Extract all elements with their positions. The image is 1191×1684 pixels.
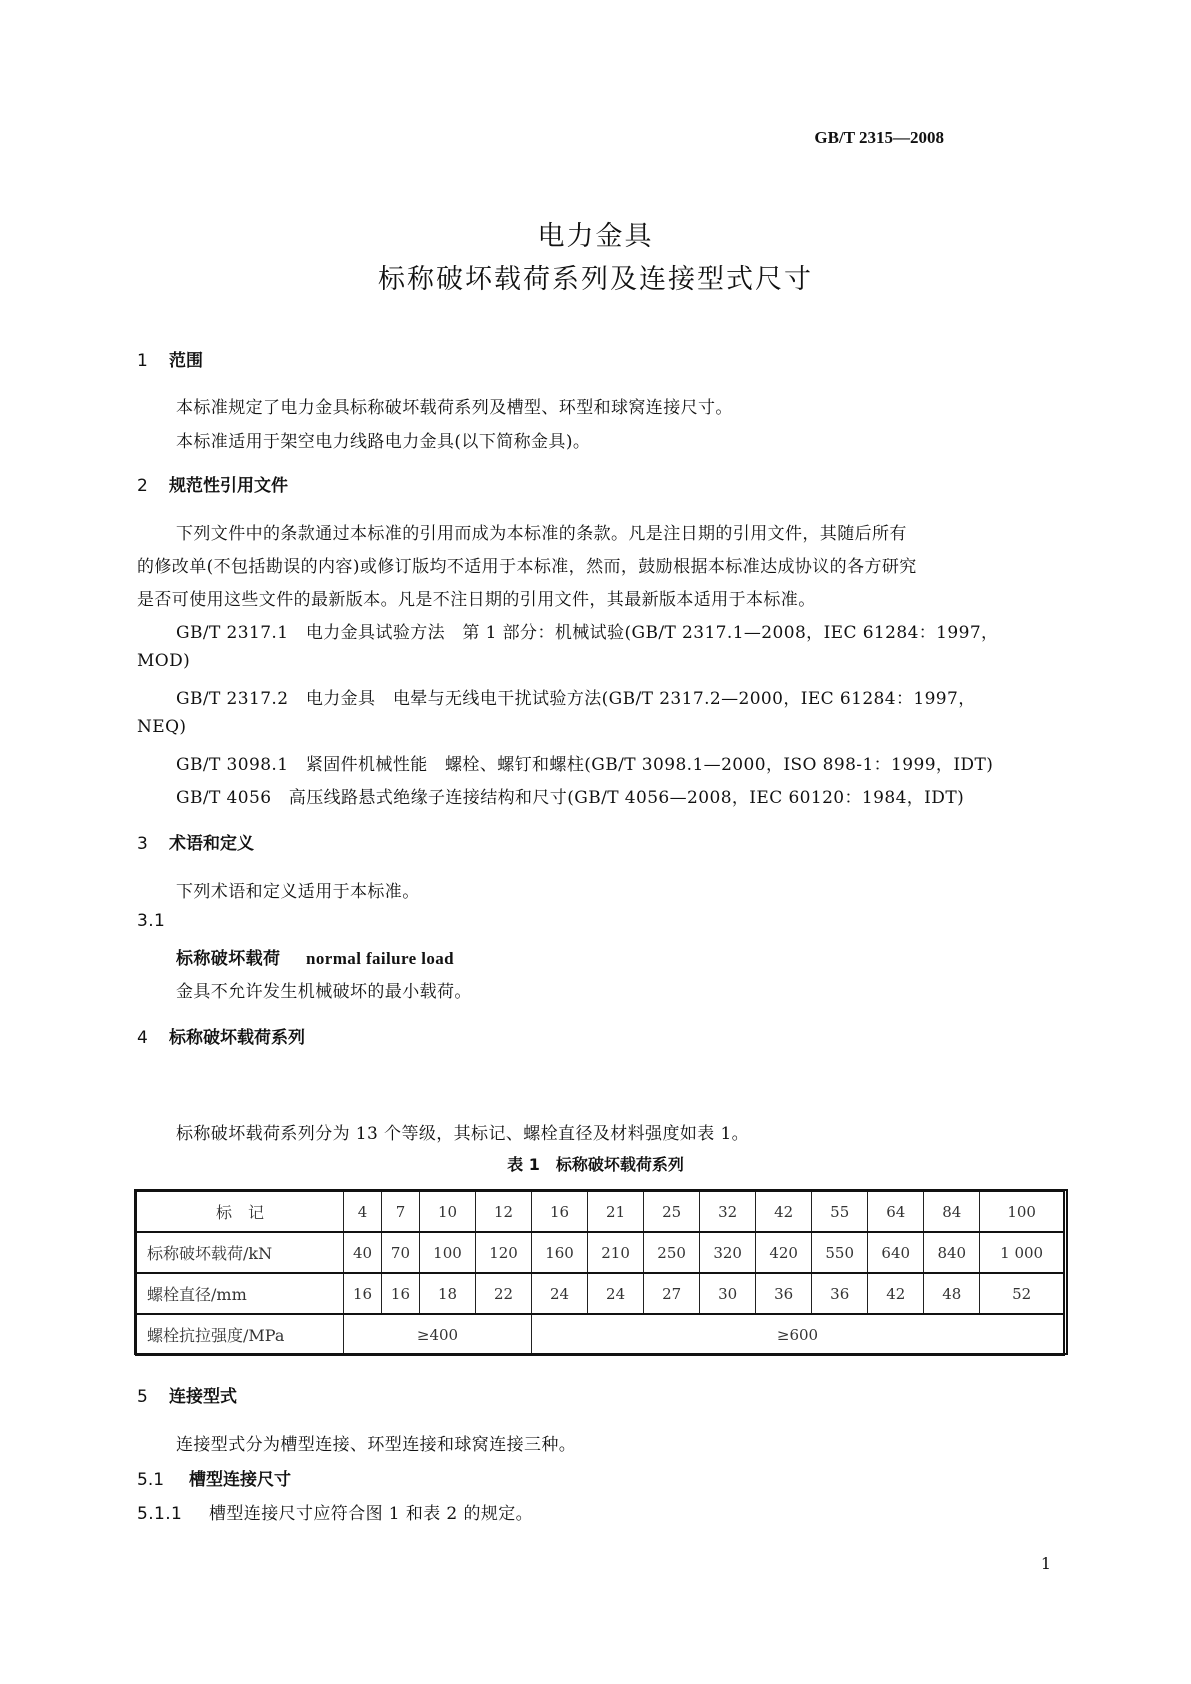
mark-cell: 21 xyxy=(588,1191,644,1232)
mark-cell: 16 xyxy=(532,1191,588,1232)
mark-cell: 10 xyxy=(419,1191,475,1232)
table-row-loads xyxy=(136,1232,1064,1273)
document-title-line1: 电力金具 xyxy=(537,221,654,252)
section-2-paragraph-line3: 是否可使用这些文件的最新版本。凡是不注日期的引用文件，其最新版本适用于本标准。 xyxy=(137,590,816,610)
diameter-cell: 36 xyxy=(756,1273,812,1314)
table-1-caption: 表 1 标称破坏载荷系列 xyxy=(507,1155,684,1174)
diameter-cell: 52 xyxy=(980,1273,1064,1314)
diameter-cell: 24 xyxy=(588,1273,644,1314)
row-label-strength: 螺栓抗拉强度/MPa xyxy=(136,1314,344,1355)
diameter-cell: 16 xyxy=(344,1273,382,1314)
page-number: 1 xyxy=(1040,1554,1051,1573)
load-cell: 1 000 xyxy=(980,1232,1064,1273)
section-2-paragraph-line1: 下列文件中的条款通过本标准的引用而成为本标准的条款。凡是注日期的引用文件，其随后所有 xyxy=(176,524,907,544)
diameter-cell: 18 xyxy=(419,1273,475,1314)
mark-cell: 100 xyxy=(980,1191,1064,1232)
section-5-paragraph: 连接型式分为槽型连接、环型连接和球窝连接三种。 xyxy=(176,1435,577,1455)
reference-gbt2317-1-line1: GB/T 2317.1 电力金具试验方法 第 1 部分：机械试验(GB/T 2317.1—2008，IEC 61284：1997， xyxy=(176,623,999,643)
table-1-normal-failure-load xyxy=(135,1190,1065,1356)
row-label-diameter: 螺栓直径/mm xyxy=(136,1273,344,1314)
reference-gbt2317-2-line2: NEQ) xyxy=(137,717,187,737)
load-cell: 550 xyxy=(812,1232,868,1273)
diameter-cell: 30 xyxy=(700,1273,756,1314)
table-row-marks xyxy=(136,1191,1064,1232)
section-2-heading: 2 规范性引用文件 xyxy=(137,476,288,496)
mark-cell: 4 xyxy=(344,1191,382,1232)
load-cell: 160 xyxy=(532,1232,588,1273)
table-row-diameters xyxy=(136,1273,1064,1314)
mark-cell: 64 xyxy=(868,1191,924,1232)
section-4-heading: 4 标称破坏载荷系列 xyxy=(137,1028,305,1048)
diameter-cell: 36 xyxy=(812,1273,868,1314)
strength-cell-high: ≥600 xyxy=(532,1314,1064,1355)
mark-cell: 25 xyxy=(644,1191,700,1232)
diameter-cell: 48 xyxy=(924,1273,980,1314)
reference-gbt2317-2-line1: GB/T 2317.2 电力金具 电晕与无线电干扰试验方法(GB/T 2317.2—2000，IEC 61284：1997， xyxy=(176,689,976,709)
subsection-3-1-number: 3.1 xyxy=(137,911,166,931)
section-1-paragraph-2: 本标准适用于架空电力线路电力金具(以下简称金具)。 xyxy=(176,432,591,452)
mark-cell: 84 xyxy=(924,1191,980,1232)
table-row-strength xyxy=(136,1314,1064,1355)
load-cell: 210 xyxy=(588,1232,644,1273)
mark-cell: 7 xyxy=(381,1191,419,1232)
section-1-paragraph-1: 本标准规定了电力金具标称破坏载荷系列及槽型、环型和球窝连接尺寸。 xyxy=(176,398,733,418)
section-3-heading: 3 术语和定义 xyxy=(137,834,254,854)
document-title-line2: 标称破坏载荷系列及连接型式尺寸 xyxy=(378,264,813,295)
term-english: normal failure load xyxy=(306,949,455,968)
reference-gbt2317-1-line2: MOD) xyxy=(137,651,191,671)
term-chinese: 标称破坏载荷 xyxy=(176,949,281,969)
load-cell: 70 xyxy=(381,1232,419,1273)
load-cell: 40 xyxy=(344,1232,382,1273)
section-2-paragraph-line2: 的修改单(不包括勘误的内容)或修订版均不适用于本标准，然而，鼓励根据本标准达成协议的各方研究 xyxy=(137,557,917,577)
load-cell: 250 xyxy=(644,1232,700,1273)
section-5-heading: 5 连接型式 xyxy=(137,1387,237,1407)
load-cell: 120 xyxy=(476,1232,532,1273)
load-cell: 320 xyxy=(700,1232,756,1273)
load-cell: 640 xyxy=(868,1232,924,1273)
diameter-cell: 27 xyxy=(644,1273,700,1314)
reference-gbt3098-1: GB/T 3098.1 紧固件机械性能 螺栓、螺钉和螺柱(GB/T 3098.1—2000，ISO 898-1：1999，IDT) xyxy=(176,755,994,775)
diameter-cell: 22 xyxy=(476,1273,532,1314)
term-entry xyxy=(176,944,454,969)
load-cell: 420 xyxy=(756,1232,812,1273)
mark-cell: 55 xyxy=(812,1191,868,1232)
diameter-cell: 24 xyxy=(532,1273,588,1314)
clause-5-1-1: 5.1.1 槽型连接尺寸应符合图 1 和表 2 的规定。 xyxy=(137,1504,534,1524)
standard-number: GB/T 2315—2008 xyxy=(814,128,944,147)
section-1-heading: 1 范围 xyxy=(137,351,203,371)
diameter-cell: 42 xyxy=(868,1273,924,1314)
mark-cell: 32 xyxy=(700,1191,756,1232)
mark-cell: 42 xyxy=(756,1191,812,1232)
load-cell: 100 xyxy=(419,1232,475,1273)
load-cell: 840 xyxy=(924,1232,980,1273)
row-label-load: 标称破坏载荷/kN xyxy=(136,1232,344,1273)
row-label-mark: 标 记 xyxy=(136,1191,344,1232)
strength-cell-low: ≥400 xyxy=(344,1314,532,1355)
term-definition: 金具不允许发生机械破坏的最小载荷。 xyxy=(176,982,472,1002)
section-5-1-heading: 5.1 槽型连接尺寸 xyxy=(137,1470,291,1490)
reference-gbt4056: GB/T 4056 高压线路悬式绝缘子连接结构和尺寸(GB/T 4056—2008，IEC 60120：1984，IDT) xyxy=(176,788,965,808)
section-3-paragraph: 下列术语和定义适用于本标准。 xyxy=(176,882,420,902)
section-4-paragraph: 标称破坏载荷系列分为 13 个等级，其标记、螺栓直径及材料强度如表 1。 xyxy=(176,1124,750,1144)
mark-cell: 12 xyxy=(476,1191,532,1232)
diameter-cell: 16 xyxy=(381,1273,419,1314)
